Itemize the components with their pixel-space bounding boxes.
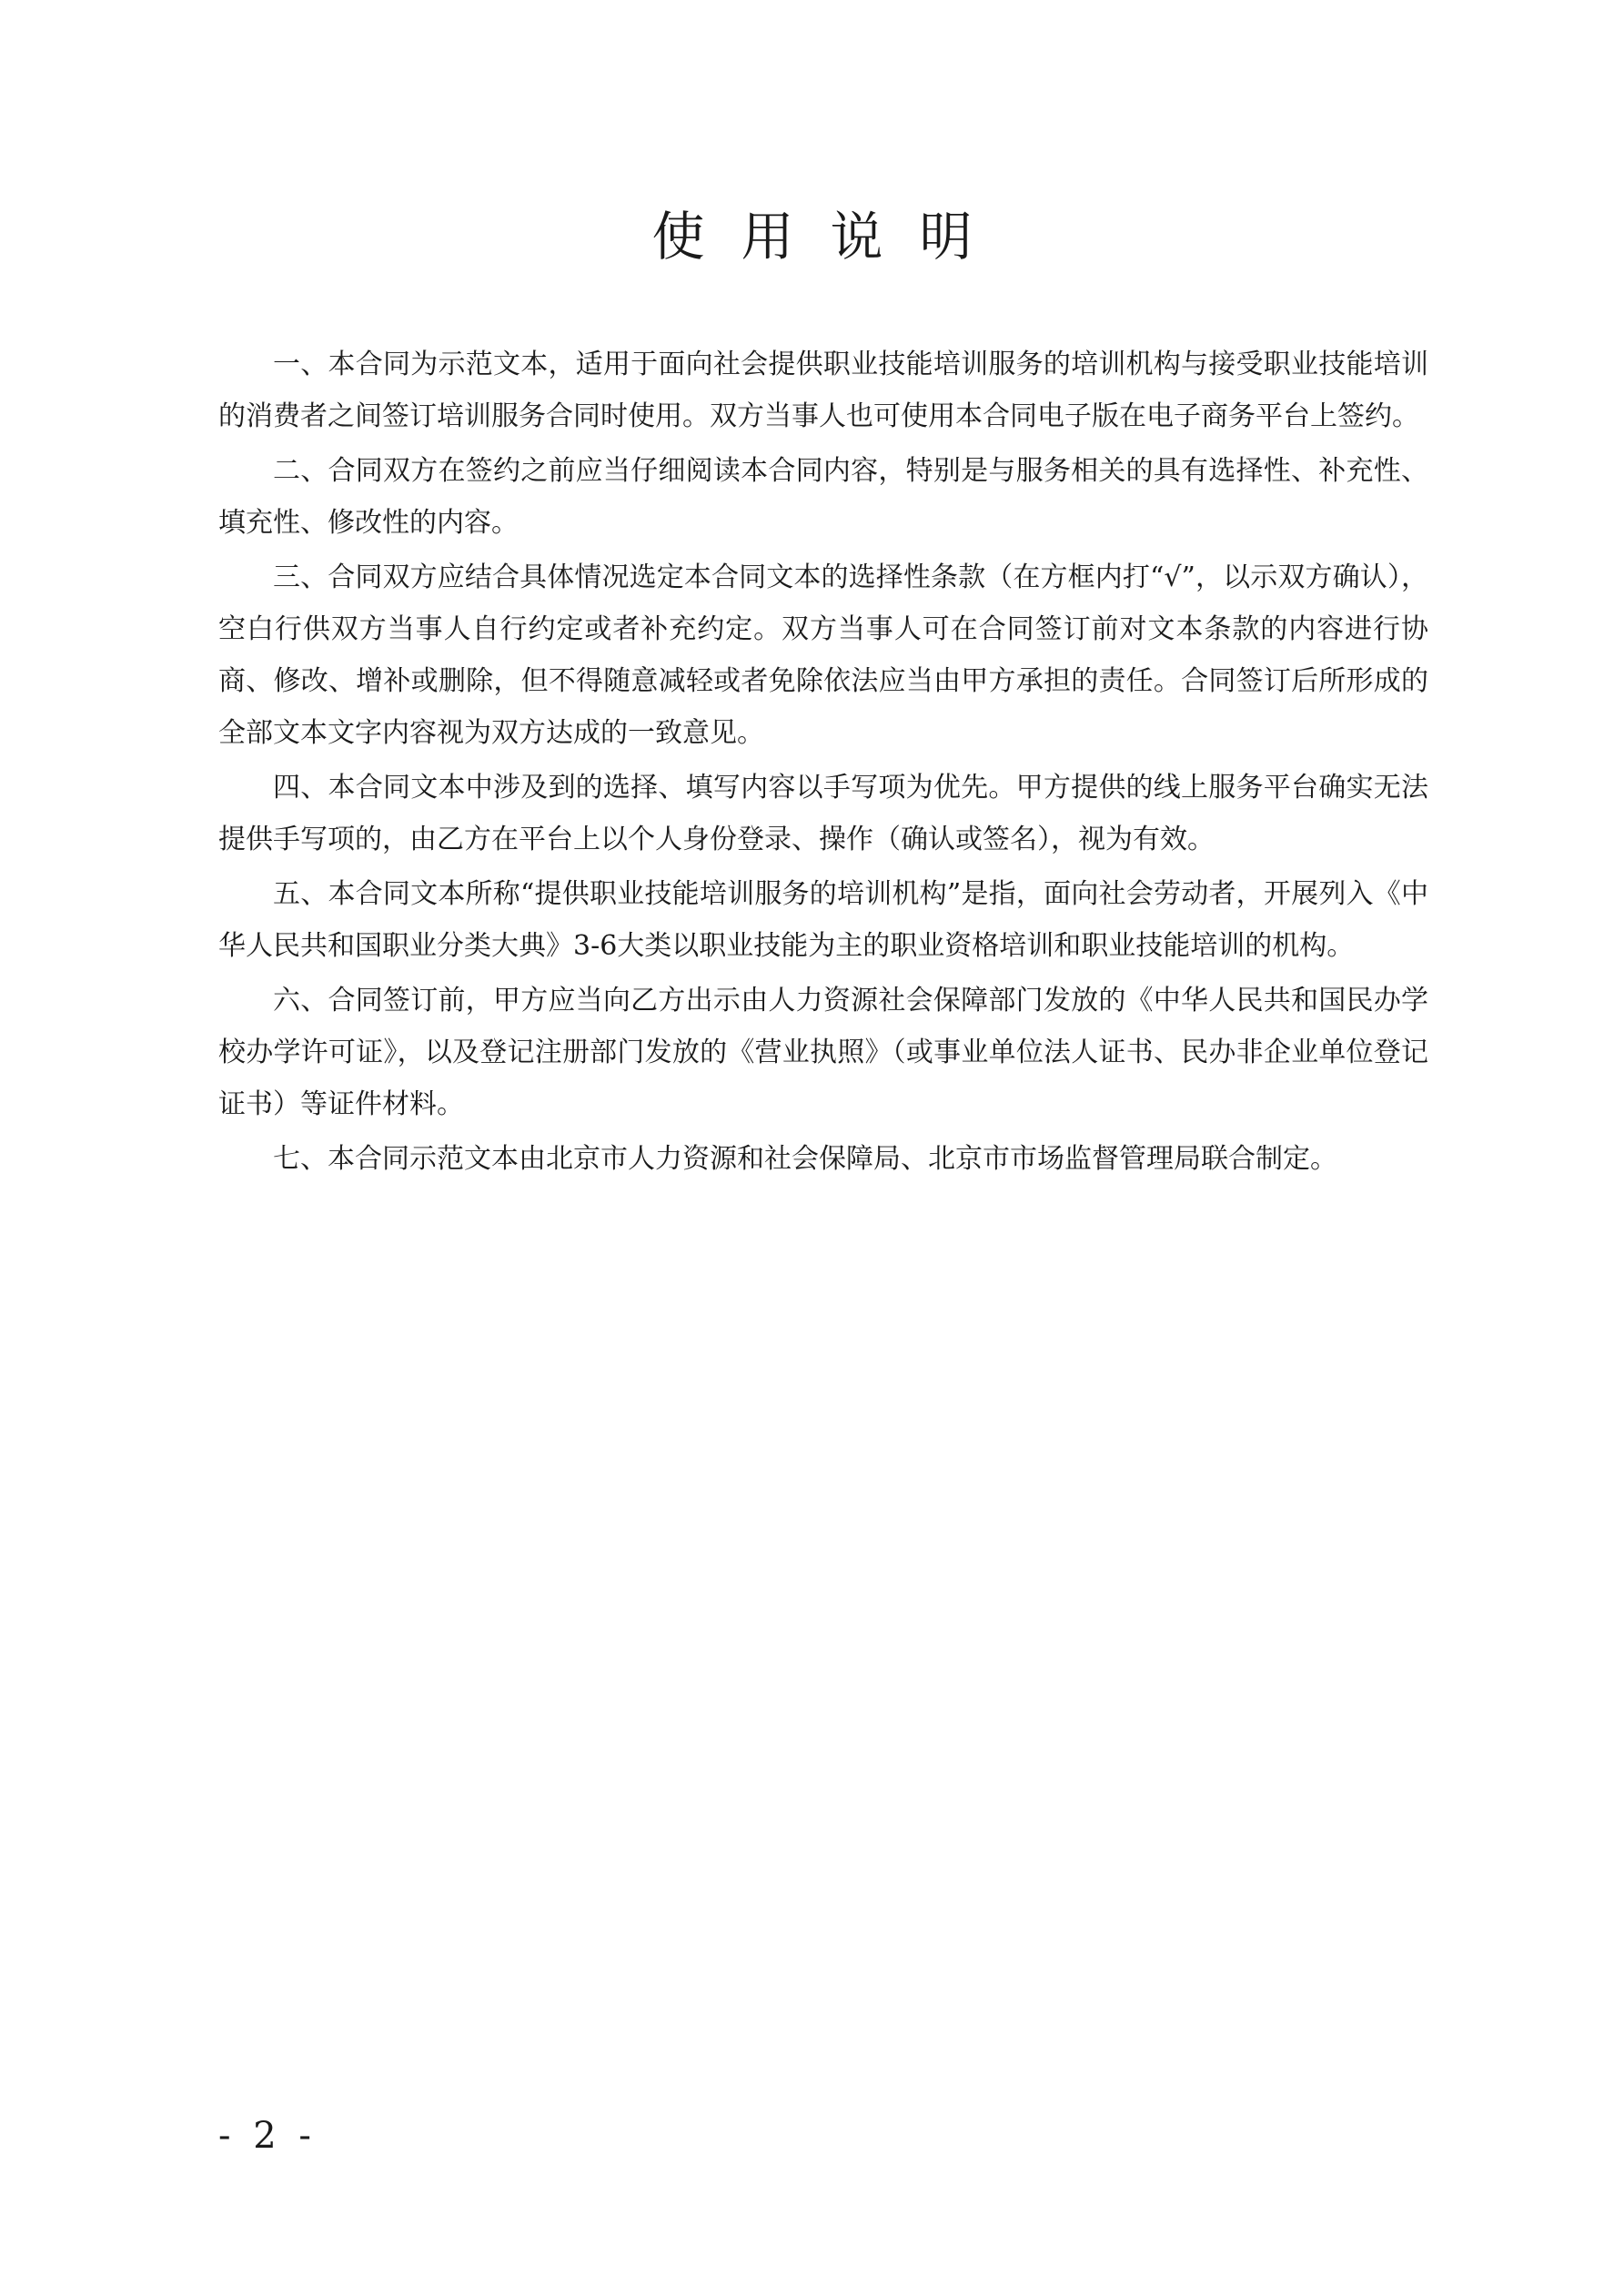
paragraph-3: 三、合同双方应结合具体情况选定本合同文本的选择性条款（在方框内打“√”，以示双方确认），空白行供双方当事人自行约定或者补充约定。双方当事人可在合同签订前对文本条款的内容进行协商、修改、增补或删除，但不得随意减轻或者免除依法应当由甲方承担的责任。合同签订后所形成的全部文本文字内容视为双方达成的一致意见。: [218, 561, 1428, 749]
page-number: - 2 -: [218, 2115, 317, 2157]
instructions-body: [218, 339, 1428, 1188]
page-title: 使用说明: [651, 206, 1009, 268]
paragraph-7: 七、本合同示范文本由北京市人力资源和社会保障局、北京市市场监督管理局联合制定。: [273, 1143, 1337, 1175]
paragraph-2: 二、合同双方在签约之前应当仔细阅读本合同内容，特别是与服务相关的具有选择性、补充性、填充性、修改性的内容。: [218, 455, 1428, 539]
paragraph-6: 六、合同签订前，甲方应当向乙方出示由人力资源社会保障部门发放的《中华人民共和国民办学校办学许可证》，以及登记注册部门发放的《营业执照》（或事业单位法人证书、民办非企业单位登记证书）等证件材料。: [218, 985, 1428, 1120]
paragraph-1: 一、本合同为示范文本，适用于面向社会提供职业技能培训服务的培训机构与接受职业技能培训的消费者之间签订培训服务合同时使用。双方当事人也可使用本合同电子版在电子商务平台上签约。: [218, 349, 1428, 432]
paragraph-5: 五、本合同文本所称“提供职业技能培训服务的培训机构”是指，面向社会劳动者，开展列入《中华人民共和国职业分类大典》3-6大类以职业技能为主的职业资格培训和职业技能培训的机构。: [218, 878, 1428, 962]
paragraph-4: 四、本合同文本中涉及到的选择、填写内容以手写项为优先。甲方提供的线上服务平台确实无法提供手写项的，由乙方在平台上以个人身份登录、操作（确认或签名），视为有效。: [218, 772, 1428, 855]
